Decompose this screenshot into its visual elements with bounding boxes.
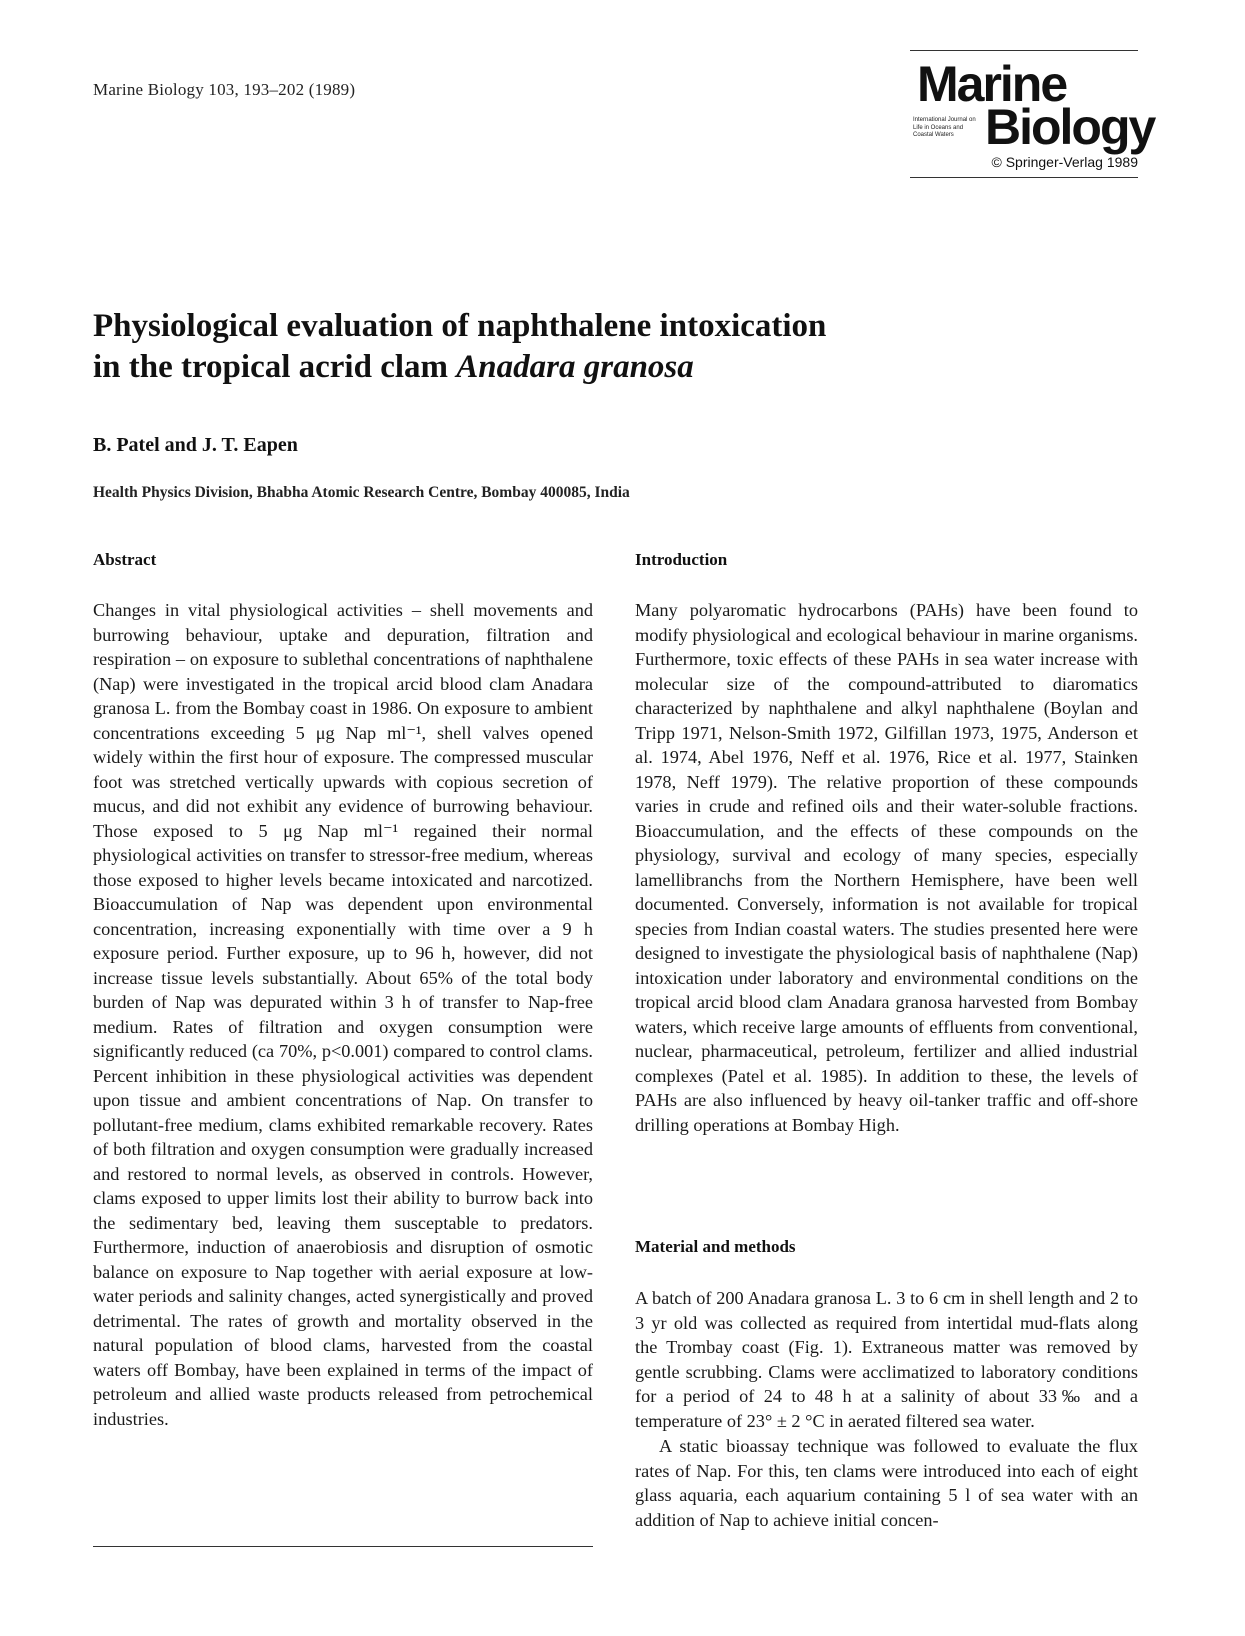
abstract-heading: Abstract bbox=[93, 550, 157, 569]
masthead-bottom-rule bbox=[910, 177, 1138, 178]
methods-heading: Material and methods bbox=[635, 1237, 796, 1256]
title-line1: Physiological evaluation of naphthalene intoxication bbox=[93, 308, 827, 344]
article-title bbox=[93, 306, 993, 388]
methods-paragraph-2: A static bioassay technique was followed to evaluate the flux rates of Nap. For this, ten clams were introduced into each of eight glass aquaria, each aquarium containing 5 l of sea water with an addition of Nap to achieve initial concen- bbox=[635, 1436, 1138, 1530]
masthead-top-rule bbox=[910, 50, 1138, 51]
journal-tagline: International Journal on Life in Oceans and Coastal Waters bbox=[913, 117, 976, 138]
introduction-heading: Introduction bbox=[635, 550, 728, 569]
author-affiliation: Health Physics Division, Bhabha Atomic Research Centre, Bombay 400085, India bbox=[93, 484, 630, 501]
title-line2: in the tropical acrid clam bbox=[93, 349, 457, 385]
journal-masthead bbox=[910, 50, 1155, 180]
journal-name-line1: Marine bbox=[917, 56, 1067, 112]
publisher-copyright: © Springer-Verlag 1989 bbox=[991, 154, 1138, 170]
footnote-rule bbox=[93, 1546, 593, 1547]
article-authors: B. Patel and J. T. Eapen bbox=[93, 434, 298, 456]
abstract-text: Changes in vital physiological activities – shell movements and burrowing behaviour, uptake and depuration, filtration and respiration – on exposure to sublethal concentrations of naphthalene (Nap) were investigated in the tropical arcid blood clam Anadara granosa L. from the Bombay coast in 1986. On exposure to ambient concentrations exceeding 5 μg Nap ml⁻¹, shell valves opened widely within the first hour of exposure. The compressed muscular foot was stretched vertically upwards with copious secretion of mucus, and did not exhibit any evidence of burrowing behaviour. Those exposed to 5 μg Nap ml⁻¹ regained their normal physiological activities on transfer to stressor-free medium, whereas those exposed to higher levels became intoxicated and narcotized. Bioaccumulation of Nap was dependent upon environmental concentration, increasing exponentially with time over a 9 h exposure period. Further exposure, up to 96 h, however, did not increase tissue levels substantially. About 65% of the total body burden of Nap was depurated within 3 h of transfer to Nap-free medium. Rates of filtration and oxygen consumption were significantly reduced (ca 70%, p<0.001) compared to control clams. Percent inhibition in these physiological activities was dependent upon tissue and ambient concentrations of Nap. On transfer to pollutant-free medium, clams exhibited remarkable recovery. Rates of both filtration and oxygen consumption were gradually increased and restored to normal levels, as observed in controls. However, clams exposed to upper limits lost their ability to burrow back into the sedimentary bed, leaving them susceptable to predators. Furthermore, induction of anaerobiosis and disruption of osmotic balance on exposure to Nap together with aerial exposure at low-water periods and salinity changes, acted synergistically and proved detrimental. The rates of growth and mortality observed in the natural population of blood clams, harvested from the coastal waters off Bombay, have been explained in terms of the impact of petroleum and allied waste products released from petrochemical industries. bbox=[93, 600, 593, 1429]
introduction-text: Many polyaromatic hydrocarbons (PAHs) have been found to modify physiological and ecological behaviour in marine organisms. Furthermore, toxic effects of these PAHs in sea water increase with molecular size of the compound-attributed to diaromatics characterized by naphthalene and alkyl naphthalene (Boylan and Tripp 1971, Nelson-Smith 1972, Gilfillan 1973, 1975, Anderson et al. 1974, Abel 1976, Neff et al. 1976, Rice et al. 1977, Stainken 1978, Neff 1979). The relative proportion of these compounds varies in crude and refined oils and their water-soluble fractions. Bioaccumulation, and the effects of these compounds on the physiology, survival and ecology of many species, especially lamellibranchs from the Northern Hemisphere, have been well documented. Conversely, information is not available for tropical species from Indian coastal waters. The studies presented here were designed to investigate the physiological basis of naphthalene (Nap) intoxication under laboratory and environmental conditions on the tropical arcid blood clam Anadara granosa harvested from Bombay waters, which receive large amounts of effluents from conventional, nuclear, pharmaceutical, petroleum, fertilizer and allied industrial complexes (Patel et al. 1985). In addition to these, the levels of PAHs are also influenced by heavy oil-tanker traffic and off-shore drilling operations at Bombay High. bbox=[635, 600, 1138, 1135]
methods-paragraph-1: A batch of 200 Anadara granosa L. 3 to 6 cm in shell length and 2 to 3 yr old was collected as required from intertidal mud-flats along the Trombay coast (Fig. 1). Extraneous matter was removed by gentle scrubbing. Clams were acclimatized to laboratory conditions for a period of 24 to 48 h at a salinity of about 33‰ and a temperature of 23° ± 2 °C in aerated filtered sea water. bbox=[635, 1288, 1138, 1431]
journal-name-line2: Biology bbox=[985, 99, 1155, 155]
title-species: Anadara granosa bbox=[456, 349, 694, 385]
journal-citation: Marine Biology 103, 193–202 (1989) bbox=[93, 80, 356, 99]
